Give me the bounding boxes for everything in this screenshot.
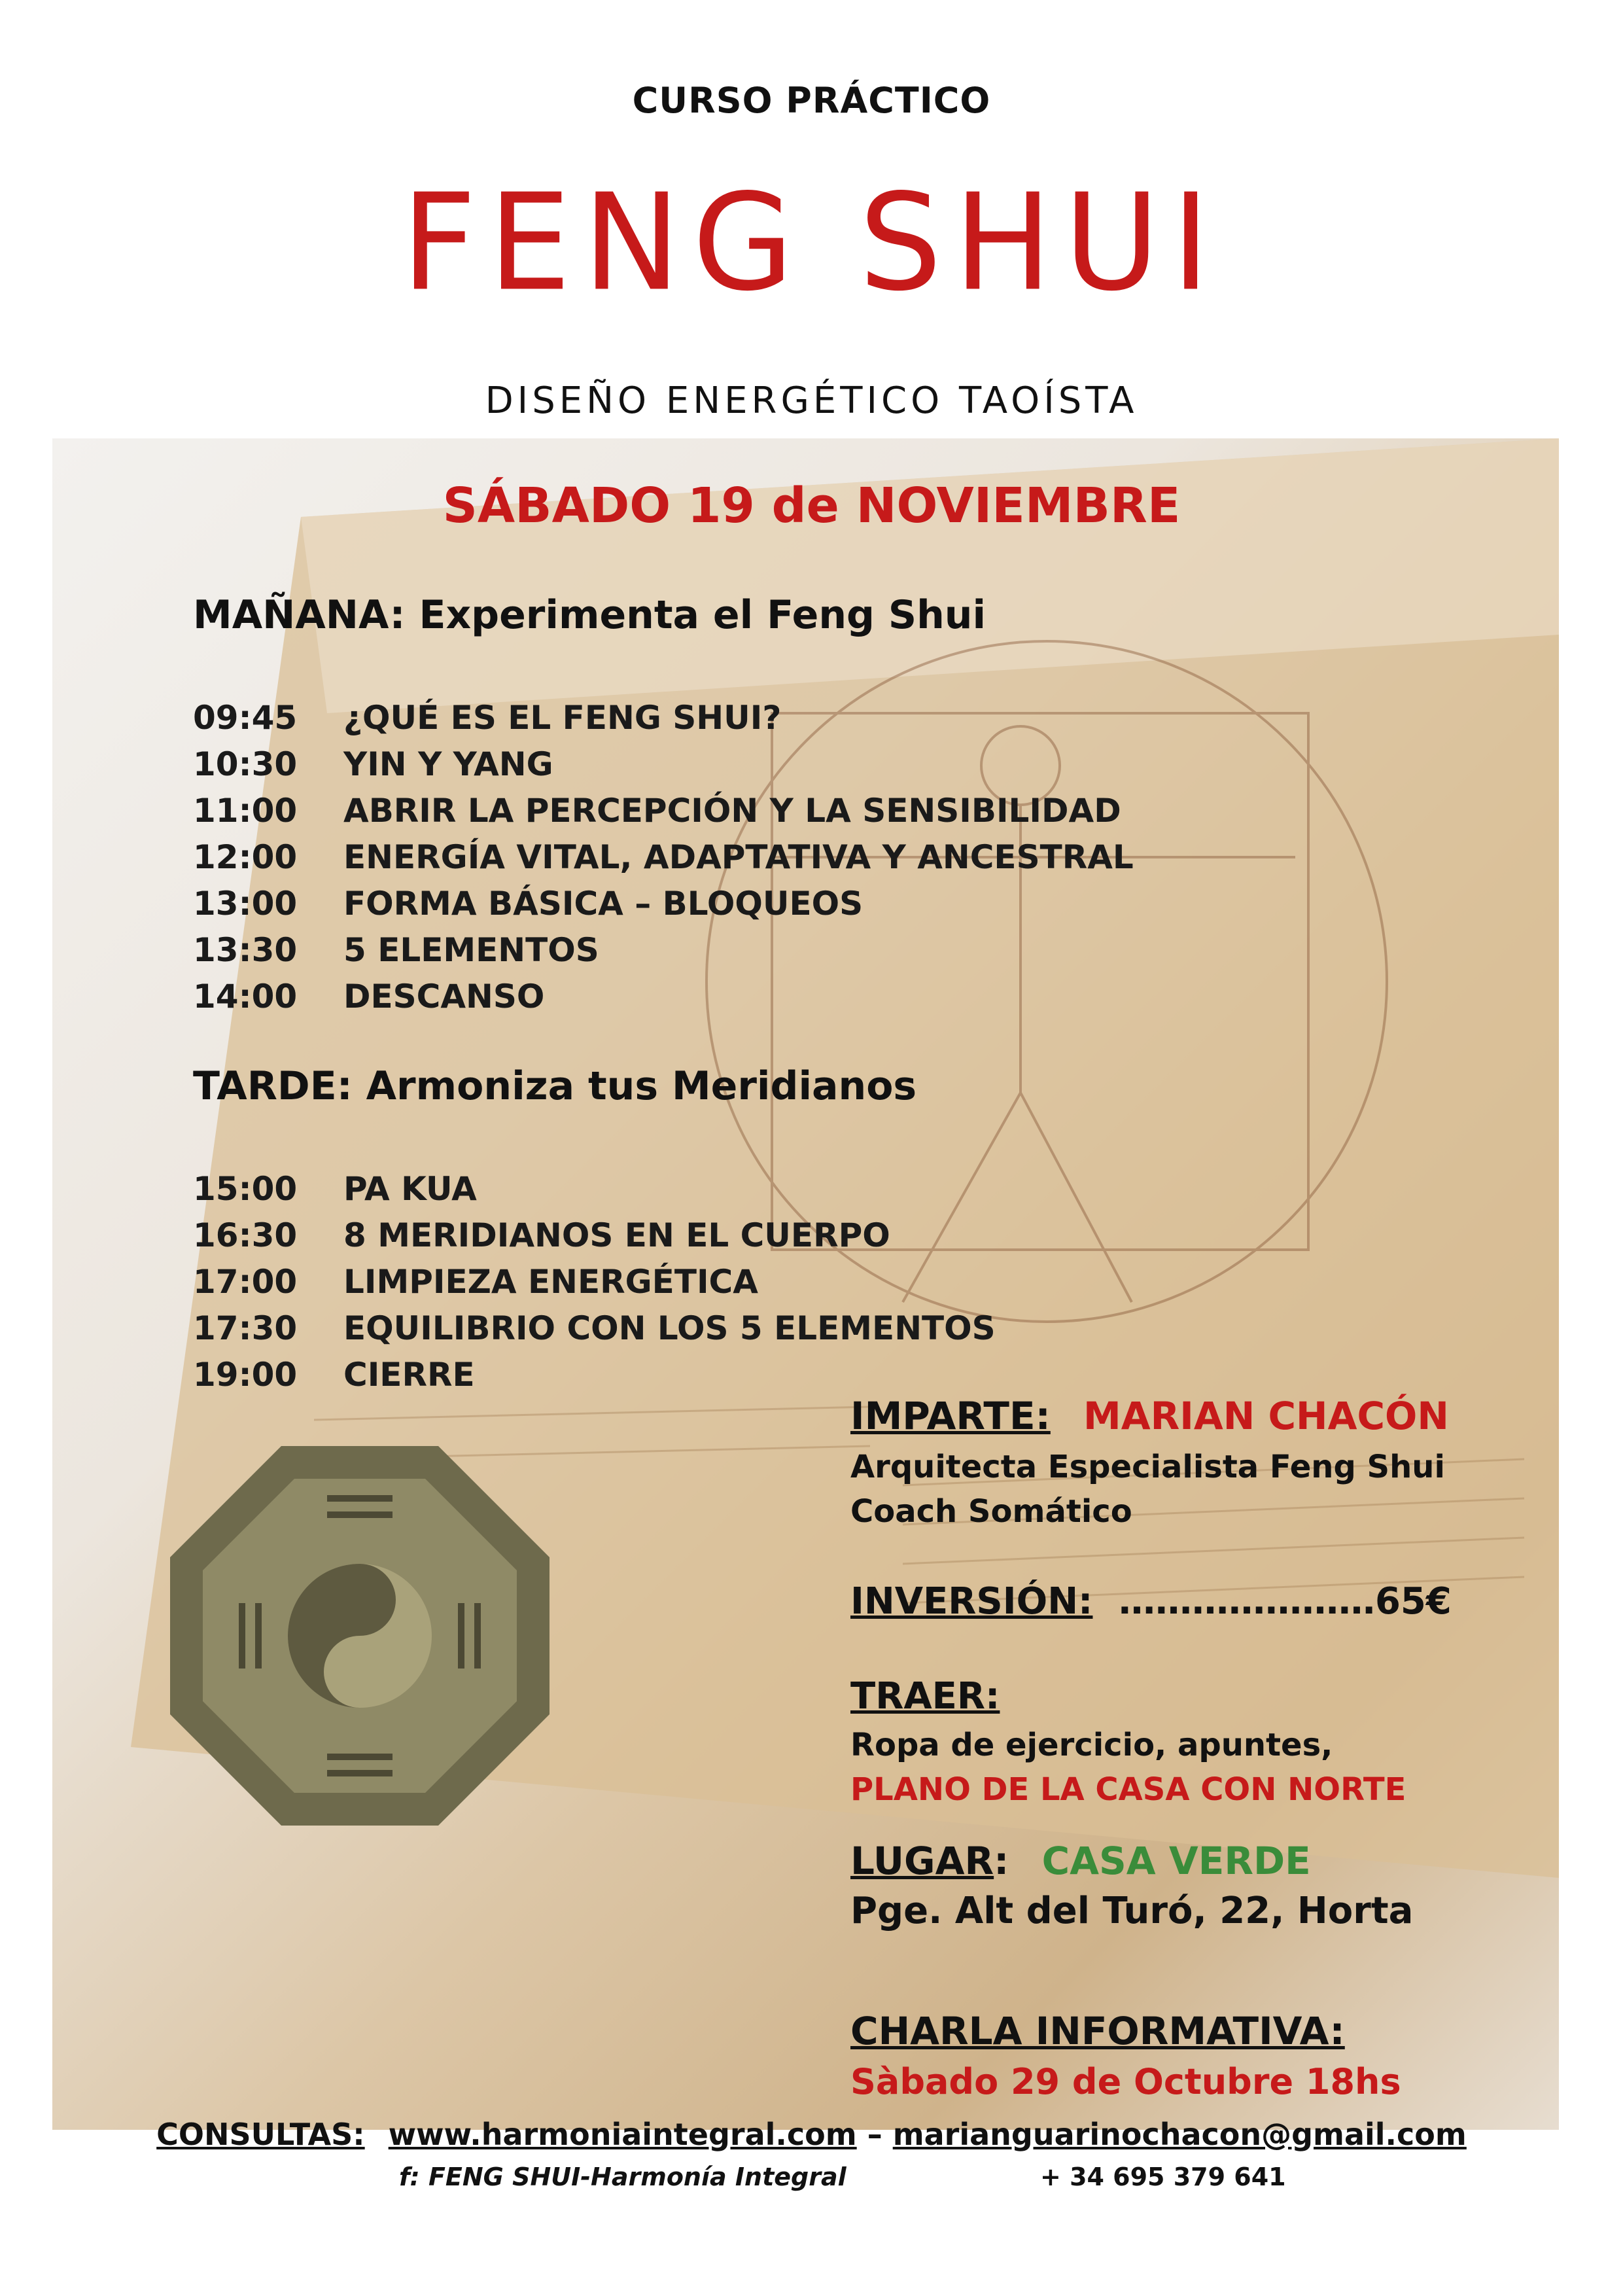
schedule-text: ABRIR LA PERCEPCIÓN Y LA SENSIBILIDAD bbox=[343, 792, 1121, 830]
afternoon-schedule bbox=[193, 1166, 996, 1398]
schedule-row bbox=[193, 881, 1134, 927]
bring-highlight: PLANO DE LA CASA CON NORTE bbox=[850, 1771, 1406, 1808]
talk-label: CHARLA INFORMATIVA: bbox=[850, 2009, 1345, 2053]
schedule-time: 13:00 bbox=[193, 885, 298, 923]
schedule-text: 5 ELEMENTOS bbox=[343, 931, 599, 969]
email-link[interactable]: marianguarinochacon@gmail.com bbox=[892, 2117, 1467, 2152]
place-label: LUGAR bbox=[850, 1839, 994, 1883]
schedule-text: LIMPIEZA ENERGÉTICA bbox=[343, 1263, 758, 1301]
price-block bbox=[850, 1580, 1452, 1623]
schedule-text: FORMA BÁSICA – BLOQUEOS bbox=[343, 885, 864, 923]
schedule-row bbox=[193, 1259, 996, 1305]
schedule-time: 11:00 bbox=[193, 792, 298, 830]
teacher-name: MARIAN CHACÓN bbox=[1083, 1394, 1449, 1438]
schedule-row bbox=[193, 695, 1134, 741]
facebook-text: f: FENG SHUI-Harmonía Integral bbox=[399, 2163, 846, 2191]
teacher-label: IMPARTE: bbox=[850, 1394, 1051, 1438]
tagline: DISEÑO ENERGÉTICO TAOÍSTA bbox=[485, 380, 1138, 422]
morning-title: Experimenta el Feng Shui bbox=[419, 592, 986, 638]
bring-text: Ropa de ejercicio, apuntes, bbox=[850, 1727, 1333, 1763]
pa-kua-coin-icon bbox=[170, 1446, 550, 1826]
place-name: CASA VERDE bbox=[1041, 1839, 1311, 1883]
schedule-text: ENERGÍA VITAL, ADAPTATIVA Y ANCESTRAL bbox=[343, 838, 1134, 876]
schedule-time: 19:00 bbox=[193, 1356, 298, 1394]
talk-date: Sàbado 29 de Octubre 18hs bbox=[850, 2061, 1401, 2102]
schedule-time: 14:00 bbox=[193, 978, 298, 1016]
event-date: SÁBADO 19 de NOVIEMBRE bbox=[442, 478, 1181, 534]
schedule-row bbox=[193, 788, 1134, 834]
schedule-row bbox=[193, 1212, 996, 1259]
schedule-time: 16:30 bbox=[193, 1216, 298, 1254]
schedule-text: ¿QUÉ ES EL FENG SHUI? bbox=[343, 699, 782, 737]
morning-label: MAÑANA: bbox=[193, 592, 406, 638]
price-value: …………………65€ bbox=[1118, 1580, 1452, 1623]
contact-line bbox=[0, 2117, 1623, 2152]
separator-dash: – bbox=[867, 2117, 882, 2152]
morning-section-title bbox=[193, 592, 986, 638]
afternoon-title: Armoniza tus Meridianos bbox=[366, 1063, 917, 1109]
afternoon-section-title bbox=[193, 1063, 916, 1109]
schedule-text: EQUILIBRIO CON LOS 5 ELEMENTOS bbox=[343, 1309, 996, 1347]
schedule-text: YIN Y YANG bbox=[343, 745, 553, 783]
teacher-role: Arquitecta Especialista Feng Shui bbox=[850, 1449, 1445, 1485]
schedule-time: 13:30 bbox=[193, 931, 298, 969]
schedule-time: 09:45 bbox=[193, 699, 298, 737]
schedule-row bbox=[193, 1305, 996, 1352]
schedule-time: 17:30 bbox=[193, 1309, 298, 1347]
schedule-row bbox=[193, 834, 1134, 881]
schedule-text: CIERRE bbox=[343, 1356, 475, 1394]
schedule-row bbox=[193, 741, 1134, 788]
teacher-role: Coach Somático bbox=[850, 1493, 1132, 1530]
talk-block bbox=[850, 2009, 1401, 2102]
course-type: CURSO PRÁCTICO bbox=[632, 80, 991, 121]
page-title: FENG SHUI bbox=[401, 165, 1222, 321]
schedule-time: 17:00 bbox=[193, 1263, 298, 1301]
price-label: INVERSIÓN: bbox=[850, 1580, 1093, 1623]
schedule-time: 12:00 bbox=[193, 838, 298, 876]
schedule-row bbox=[193, 1166, 996, 1212]
schedule-row bbox=[193, 974, 1134, 1020]
teacher-block bbox=[850, 1394, 1449, 1534]
schedule-time: 10:30 bbox=[193, 745, 298, 783]
schedule-text: PA KUA bbox=[343, 1170, 477, 1208]
bring-label: TRAER: bbox=[850, 1675, 1000, 1718]
afternoon-label: TARDE: bbox=[193, 1063, 353, 1109]
morning-schedule bbox=[193, 695, 1134, 1020]
place-address: Pge. Alt del Turó, 22, Horta bbox=[850, 1890, 1414, 1932]
website-link[interactable]: www.harmoniaintegral.com bbox=[388, 2117, 857, 2152]
place-colon: : bbox=[994, 1839, 1009, 1883]
place-block bbox=[850, 1839, 1413, 1932]
phone-number: + 34 695 379 641 bbox=[1040, 2163, 1286, 2191]
schedule-row bbox=[193, 927, 1134, 974]
bring-block bbox=[850, 1675, 1406, 1812]
schedule-text: DESCANSO bbox=[343, 978, 545, 1016]
schedule-text: 8 MERIDIANOS EN EL CUERPO bbox=[343, 1216, 890, 1254]
schedule-time: 15:00 bbox=[193, 1170, 298, 1208]
schedule-row bbox=[193, 1352, 996, 1398]
contact-label: CONSULTAS: bbox=[156, 2117, 365, 2152]
